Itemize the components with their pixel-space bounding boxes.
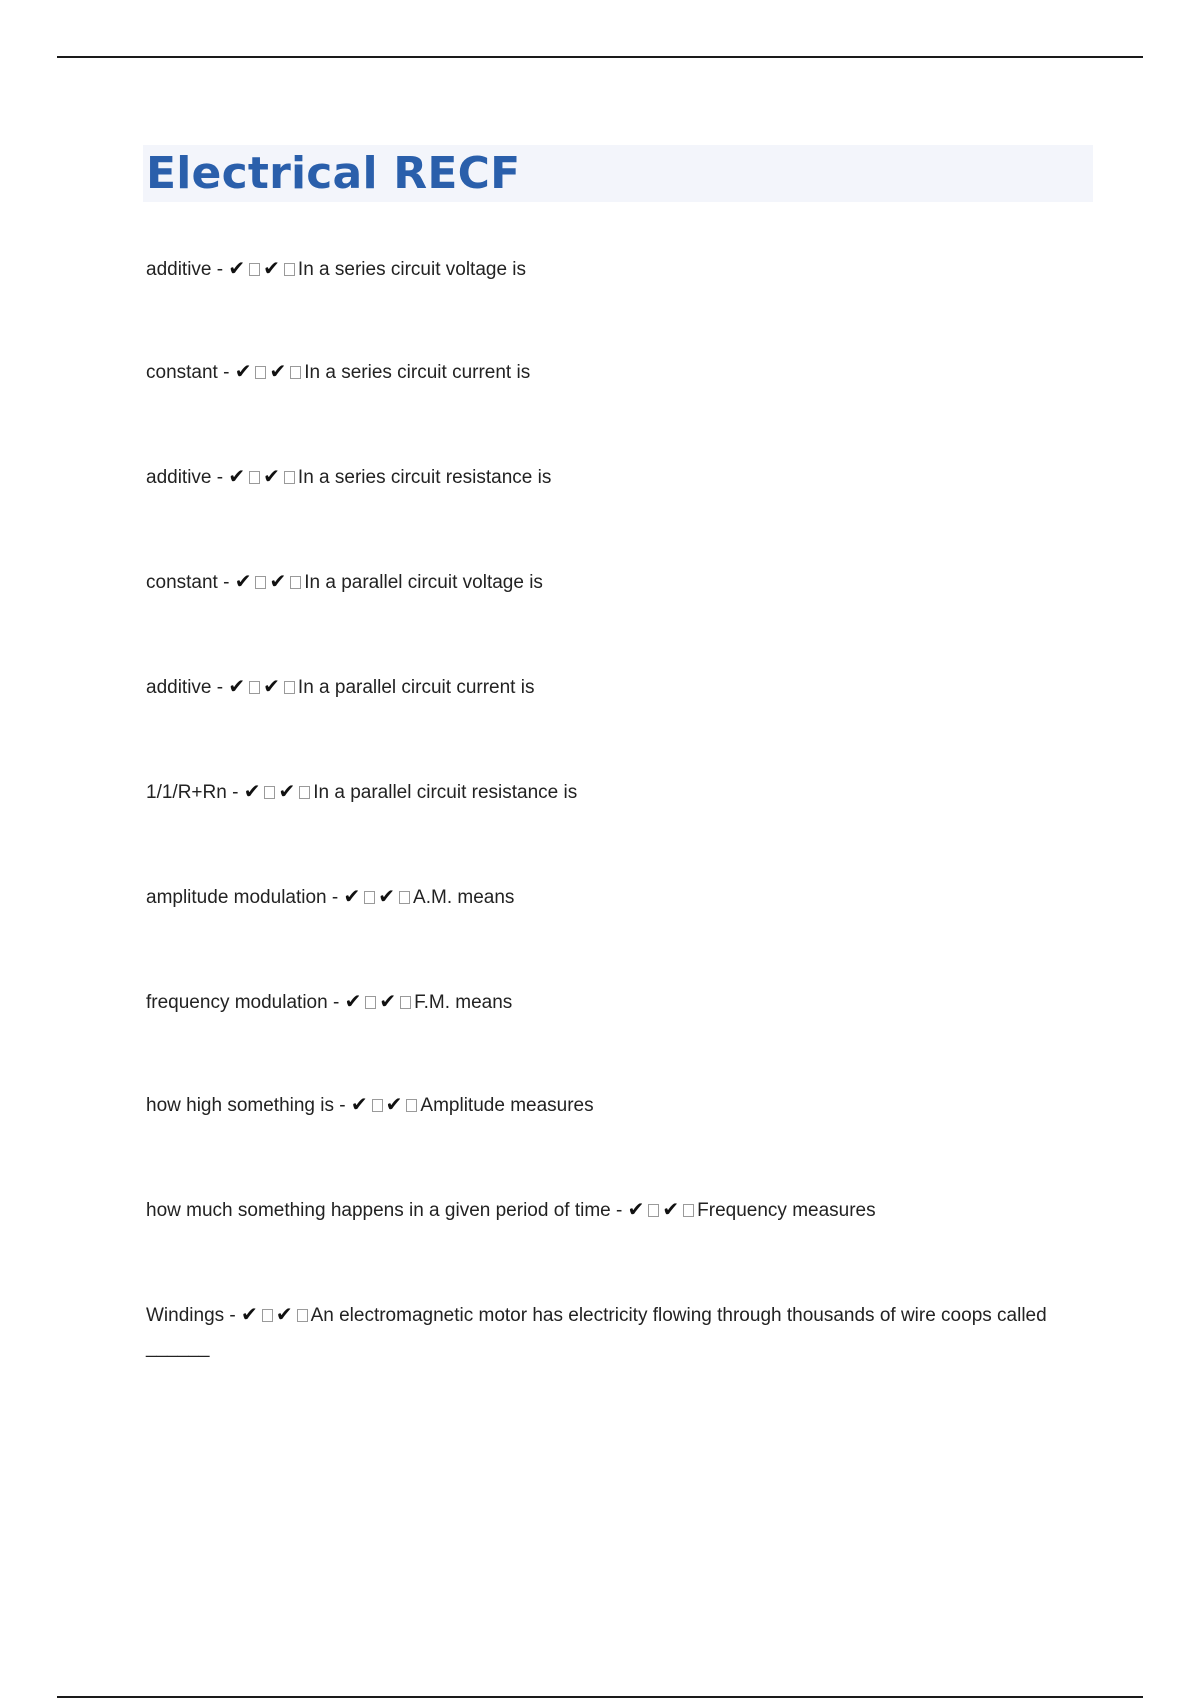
question-text: In a parallel circuit current is (297, 677, 535, 698)
answer-text: additive (146, 259, 212, 280)
check-icon: ✔ (263, 674, 280, 698)
check-icon: ✔ (278, 779, 296, 803)
separator: - (334, 1095, 351, 1116)
question-text: In a parallel circuit voltage is (304, 572, 543, 593)
check-icon: ✔ (228, 674, 246, 698)
question-text: In a parallel circuit resistance is (313, 782, 578, 803)
question-text: An electromagnetic motor has electricity flowing through thousands of wire coops called ______ (146, 1305, 1047, 1358)
empty-box-icon (290, 576, 301, 589)
separator: - (326, 887, 344, 908)
empty-box-icon (299, 786, 310, 799)
qa-entry (146, 1193, 1086, 1227)
check-icon: ✔ (350, 1092, 368, 1116)
separator: - (211, 259, 229, 280)
empty-box-icon (249, 681, 260, 694)
check-icon: ✔ (662, 1197, 680, 1221)
empty-box-icon (284, 471, 295, 484)
empty-box-icon (364, 891, 375, 904)
check-icon: ✔ (343, 884, 361, 908)
answer-text: Windings (146, 1305, 225, 1326)
check-icon: ✔ (344, 989, 362, 1013)
separator: - (610, 1200, 628, 1221)
empty-box-icon (255, 366, 266, 379)
empty-box-icon (284, 681, 295, 694)
qa-entry (146, 985, 1086, 1019)
check-icon: ✔ (275, 1302, 293, 1326)
answer-text: how high something is (146, 1095, 334, 1116)
qa-entry (146, 775, 1086, 809)
bottom-rule (57, 1696, 1143, 1698)
empty-box-icon (399, 891, 410, 904)
question-text: A.M. means (413, 887, 515, 908)
empty-box-icon (372, 1099, 383, 1112)
check-icon: ✔ (379, 989, 397, 1013)
separator: - (327, 992, 345, 1013)
page-title: Electrical RECF (146, 148, 521, 199)
empty-box-icon (406, 1099, 417, 1112)
empty-box-icon (262, 1309, 273, 1322)
check-icon: ✔ (241, 1302, 258, 1326)
answer-text: constant (146, 572, 218, 593)
separator: - (211, 467, 229, 488)
check-icon: ✔ (269, 359, 287, 383)
qa-entry (146, 1088, 1086, 1122)
top-rule (57, 56, 1143, 58)
empty-box-icon (284, 263, 295, 276)
answer-text: frequency modulation (146, 992, 328, 1013)
question-text: F.M. means (414, 992, 513, 1013)
answer-text: amplitude modulation (146, 887, 327, 908)
check-icon: ✔ (269, 569, 287, 593)
question-text: In a series circuit resistance is (297, 467, 552, 488)
empty-box-icon (264, 786, 275, 799)
qa-entry (146, 880, 1086, 914)
check-icon: ✔ (243, 779, 261, 803)
check-icon: ✔ (378, 884, 396, 908)
separator: - (211, 677, 229, 698)
empty-box-icon (249, 263, 260, 276)
qa-entry (146, 670, 1086, 704)
empty-box-icon (365, 996, 376, 1009)
answer-text: additive (146, 677, 212, 698)
question-text: In a series circuit voltage is (297, 259, 527, 280)
empty-box-icon (249, 471, 260, 484)
check-icon: ✔ (228, 256, 246, 280)
check-icon: ✔ (627, 1197, 645, 1221)
qa-entry (146, 460, 1086, 494)
qa-entry (146, 252, 1086, 286)
qa-entry (146, 1298, 1086, 1364)
separator: - (217, 362, 235, 383)
check-icon: ✔ (263, 464, 280, 488)
check-icon: ✔ (234, 569, 252, 593)
question-text: Amplitude measures (420, 1095, 594, 1116)
empty-box-icon (297, 1309, 308, 1322)
empty-box-icon (255, 576, 266, 589)
check-icon: ✔ (385, 1092, 403, 1116)
qa-entry (146, 355, 1086, 389)
qa-entry (146, 565, 1086, 599)
separator: - (226, 782, 244, 803)
empty-box-icon (290, 366, 301, 379)
separator: - (224, 1305, 242, 1326)
separator: - (217, 572, 235, 593)
empty-box-icon (400, 996, 411, 1009)
check-icon: ✔ (234, 359, 252, 383)
check-icon: ✔ (263, 256, 280, 280)
answer-text: additive (146, 467, 212, 488)
question-text: In a series circuit current is (304, 362, 531, 383)
empty-box-icon (648, 1204, 659, 1217)
answer-text: 1/1/R+Rn (146, 782, 227, 803)
empty-box-icon (683, 1204, 694, 1217)
answer-text: how much something happens in a given period of time (146, 1200, 611, 1221)
check-icon: ✔ (228, 464, 246, 488)
question-text: Frequency measures (697, 1200, 876, 1221)
answer-text: constant (146, 362, 218, 383)
